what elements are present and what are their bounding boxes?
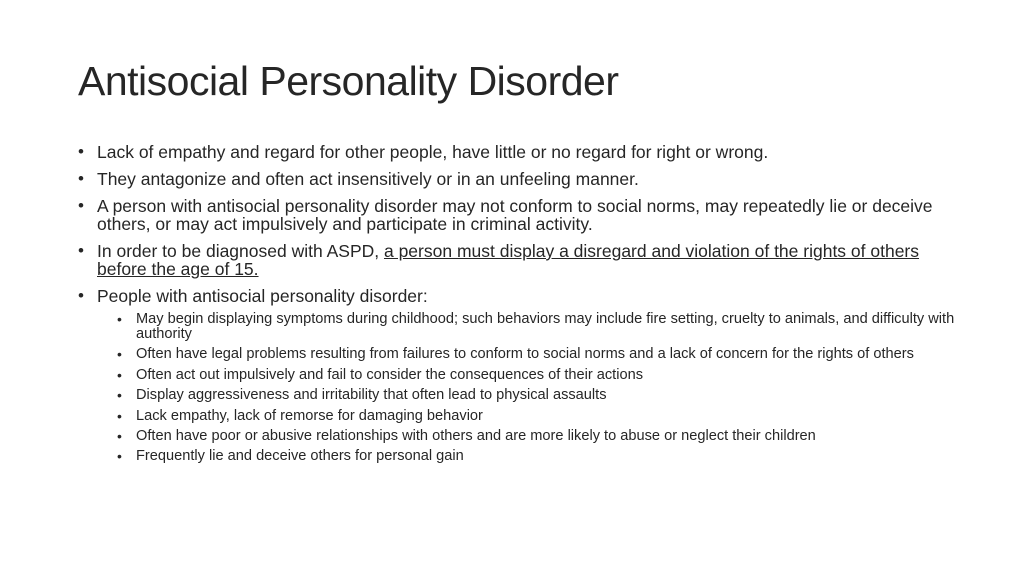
bullet-item: [78, 170, 958, 188]
slide-title: Antisocial Personality Disorder: [78, 58, 619, 104]
sub-bullet-text: Frequently lie and deceive others for personal gain: [136, 448, 464, 465]
bullet-icon: •: [78, 286, 84, 305]
bullet-icon: •: [78, 142, 84, 161]
bullet-text: Lack of empathy and regard for other people, have little or no regard for right or wrong.: [97, 142, 769, 162]
sub-bullet-text: Lack empathy, lack of remorse for damaging behavior: [136, 407, 483, 424]
sub-bullet-item: [117, 449, 958, 464]
people-label: People with antisocial personality disorder:: [97, 286, 428, 306]
bullet-list: [78, 143, 958, 464]
sub-bullet-item: [117, 347, 958, 362]
sub-bullet-item: [117, 388, 958, 403]
sub-bullet-list: [117, 312, 958, 464]
sub-bullet-icon: •: [117, 427, 122, 444]
bullet-text: They antagonize and often act insensitively or in an unfeeling manner.: [97, 169, 639, 189]
sub-bullet-item: [117, 409, 958, 424]
bullet-icon: •: [78, 196, 84, 215]
sub-bullet-text: Display aggressiveness and irritability that often lead to physical assaults: [136, 387, 607, 404]
bullet-item: [78, 197, 958, 233]
slide-body: [78, 143, 958, 473]
bullet-item: [78, 143, 958, 161]
sub-bullet-item: [117, 312, 958, 342]
bullet-icon: •: [78, 241, 84, 260]
sub-bullet-item: [117, 429, 958, 444]
sub-bullet-text: Often have legal problems resulting from failures to conform to social norms and a lack of concern for the rights of others: [136, 346, 914, 363]
sub-bullet-text: Often have poor or abusive relationships with others and are more likely to abuse or neglect their children: [136, 427, 816, 444]
aspd-prefix-text: In order to be diagnosed with ASPD,: [97, 241, 384, 261]
bullet-item-aspd: [78, 242, 958, 278]
sub-bullet-icon: •: [117, 387, 122, 404]
bullet-item-people: [78, 287, 958, 464]
sub-bullet-icon: •: [117, 346, 122, 363]
sub-bullet-text: Often act out impulsively and fail to consider the consequences of their actions: [136, 366, 644, 383]
sub-bullet-icon: •: [117, 407, 122, 424]
sub-bullet-item: [117, 368, 958, 383]
bullet-text: A person with antisocial personality disorder may not conform to social norms, may repeatedly lie or deceive others, or may act impulsively and participate in criminal activity.: [97, 196, 933, 234]
aspd-underlined-text: a person must display a disregard and violation of the rights of others before the age of 15.: [97, 241, 920, 279]
sub-bullet-text: May begin displaying symptoms during childhood; such behaviors may include fire setting, cruelty to animals, and difficulty with authority: [136, 311, 955, 342]
sub-bullet-icon: •: [117, 448, 122, 465]
sub-bullet-icon: •: [117, 311, 122, 327]
bullet-icon: •: [78, 169, 84, 188]
sub-bullet-icon: •: [117, 366, 122, 383]
